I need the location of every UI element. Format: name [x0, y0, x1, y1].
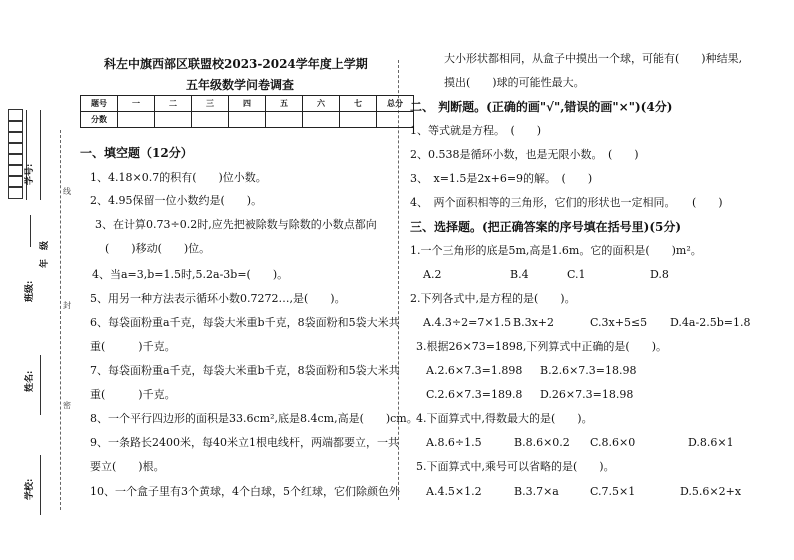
choice-3-option-b: B.2.6×7.3=18.98 — [540, 364, 637, 377]
table-cell — [192, 112, 229, 128]
judge-1: 1、等式就是方程。 ( ) — [410, 124, 542, 137]
inner-marker: 密 — [63, 401, 71, 410]
judge-3: 3、 x=1.5是2x+6=9的解。 ( ) — [410, 172, 593, 185]
choice-3-option-d: D.26×7.3=18.98 — [540, 388, 634, 401]
choice-4-option-b: B.8.6×0.2 — [514, 436, 570, 449]
judge-2: 2、0.538是循环小数，也是无限小数。 ( ) — [410, 148, 639, 161]
choice-4-option-a: A.8.6÷1.5 — [426, 436, 482, 449]
student-id-label: 学号: — [25, 163, 35, 185]
choice-2: 2.下列各式中,是方程的是( )。 — [410, 292, 576, 305]
choice-3: 3.根据26×73=1898,下列算式中正确的是( )。 — [416, 340, 667, 353]
question-8: 8、一个平行四边形的面积是33.6cm²,底是8.4cm,高是( )cm。 — [90, 412, 418, 425]
question-5: 5、用另一种方法表示循环小数0.7272…,是( )。 — [90, 292, 346, 305]
choice-3-option-c: C.2.6×7.3=189.8 — [426, 388, 523, 401]
choice-3-option-a: A.2.6×7.3=1.898 — [426, 364, 523, 377]
table-cell: 二 — [155, 96, 192, 112]
question-3-line2: ( )移动( )位。 — [105, 242, 211, 255]
choice-5-option-c: C.7.5×1 — [590, 485, 636, 498]
question-10-cont-line1: 大小形状都相同，从盒子中摸出一个球，可能有( )种结果, — [444, 52, 743, 65]
table-cell: 一 — [118, 96, 155, 112]
question-10: 10、一个盒子里有3个黄球，4个白球，5个红球，它们除颜色外 — [90, 485, 400, 498]
binding-line-1 — [26, 110, 27, 200]
class-label: 班级: — [25, 280, 35, 302]
table-cell: 分数 — [81, 112, 118, 128]
school-label: 学校: — [25, 478, 35, 500]
school-underline — [40, 455, 41, 515]
question-7-line2: 重( )千克。 — [90, 388, 176, 401]
choice-5: 5.下面算式中,乘号可以省略的是( )。 — [416, 460, 615, 473]
table-cell: 三 — [192, 96, 229, 112]
question-9-line2: 要立( )根。 — [90, 460, 165, 473]
choice-4-option-c: C.8.6×0 — [590, 436, 636, 449]
table-cell — [155, 112, 192, 128]
question-4: 4、当a=3,b=1.5时,5.2a-3b=( )。 — [92, 268, 289, 281]
student-id-underline — [30, 215, 31, 247]
table-cell — [266, 112, 303, 128]
question-2: 2、4.95保留一位小数约是( )。 — [90, 194, 263, 207]
name-underline — [40, 355, 41, 415]
choice-2-option-a: A.4.3÷2=7×1.5 — [423, 316, 512, 329]
line-marker: 线 — [63, 187, 71, 196]
score-table-score-row — [81, 112, 414, 128]
section-1-heading: 一、填空题（12分） — [80, 146, 193, 160]
table-cell: 五 — [266, 96, 303, 112]
page-subtitle: 五年级数学问卷调查 — [186, 78, 295, 92]
table-cell: 六 — [303, 96, 340, 112]
choice-1-option-b: B.4 — [510, 268, 529, 281]
choice-1-option-d: D.8 — [650, 268, 669, 281]
table-cell — [377, 112, 414, 128]
score-table — [80, 95, 414, 128]
choice-1-option-c: C.1 — [567, 268, 586, 281]
choice-1: 1.一个三角形的底是5m,高是1.6m。它的面积是( )m²。 — [410, 244, 702, 257]
judge-4: 4、 两个面积相等的三角形，它们的形状也一定相同。 ( ) — [410, 196, 723, 209]
question-9-line1: 9、一条路长2400米，每40米立1根电线杆，两端都要立，一共 — [90, 436, 399, 449]
binding-line-2 — [40, 110, 41, 200]
table-cell: 七 — [340, 96, 377, 112]
name-label: 姓名: — [25, 370, 35, 392]
seal-marker: 封 — [63, 301, 71, 310]
score-table-header-row — [81, 96, 414, 112]
table-cell — [340, 112, 377, 128]
table-cell — [229, 112, 266, 128]
table-cell — [118, 112, 155, 128]
choice-2-option-d: D.4a-2.5b=1.8 — [670, 316, 751, 329]
question-6-line2: 重( )千克。 — [90, 340, 176, 353]
table-cell: 总分 — [377, 96, 414, 112]
choice-5-option-a: A.4.5×1.2 — [426, 485, 482, 498]
choice-2-option-b: B.3x+2 — [513, 316, 554, 329]
choice-1-option-a: A.2 — [423, 268, 442, 281]
table-cell: 四 — [229, 96, 266, 112]
question-10-cont-line2: 摸出( )球的可能性最大。 — [444, 76, 585, 89]
table-cell — [303, 112, 340, 128]
choice-2-option-c: C.3x+5≤5 — [590, 316, 648, 329]
choice-5-option-b: B.3.7×a — [514, 485, 559, 498]
question-6-line1: 6、每袋面粉重a千克，每袋大米重b千克，8袋面粉和5袋大米共 — [90, 316, 400, 329]
binding-box — [8, 186, 23, 199]
question-1: 1、4.18×0.7的积有( )位小数。 — [90, 171, 267, 184]
question-3-line1: 3、在计算0.73÷0.2时,应先把被除数与除数的小数点都向 — [95, 218, 377, 231]
section-3-heading: 三、选择题。(把正确答案的序号填在括号里)(5分) — [410, 220, 682, 234]
year-grade-label: 年 级 — [40, 240, 51, 269]
choice-4: 4.下面算式中,得数最大的是( )。 — [416, 412, 593, 425]
page-title: 科左中旗西部区联盟校2023-2024学年度上学期 — [104, 57, 368, 71]
choice-5-option-d: D.5.6×2+x — [680, 485, 742, 498]
seal-line — [60, 130, 61, 510]
section-2-heading: 二、 判断题。(正确的画"√",错误的画"×")(4分) — [410, 100, 673, 114]
choice-4-option-d: D.8.6×1 — [688, 436, 734, 449]
table-cell: 题号 — [81, 96, 118, 112]
question-7-line1: 7、每袋面粉重a千克，每袋大米重b千克，8袋面粉和5袋大米共 — [90, 364, 400, 377]
